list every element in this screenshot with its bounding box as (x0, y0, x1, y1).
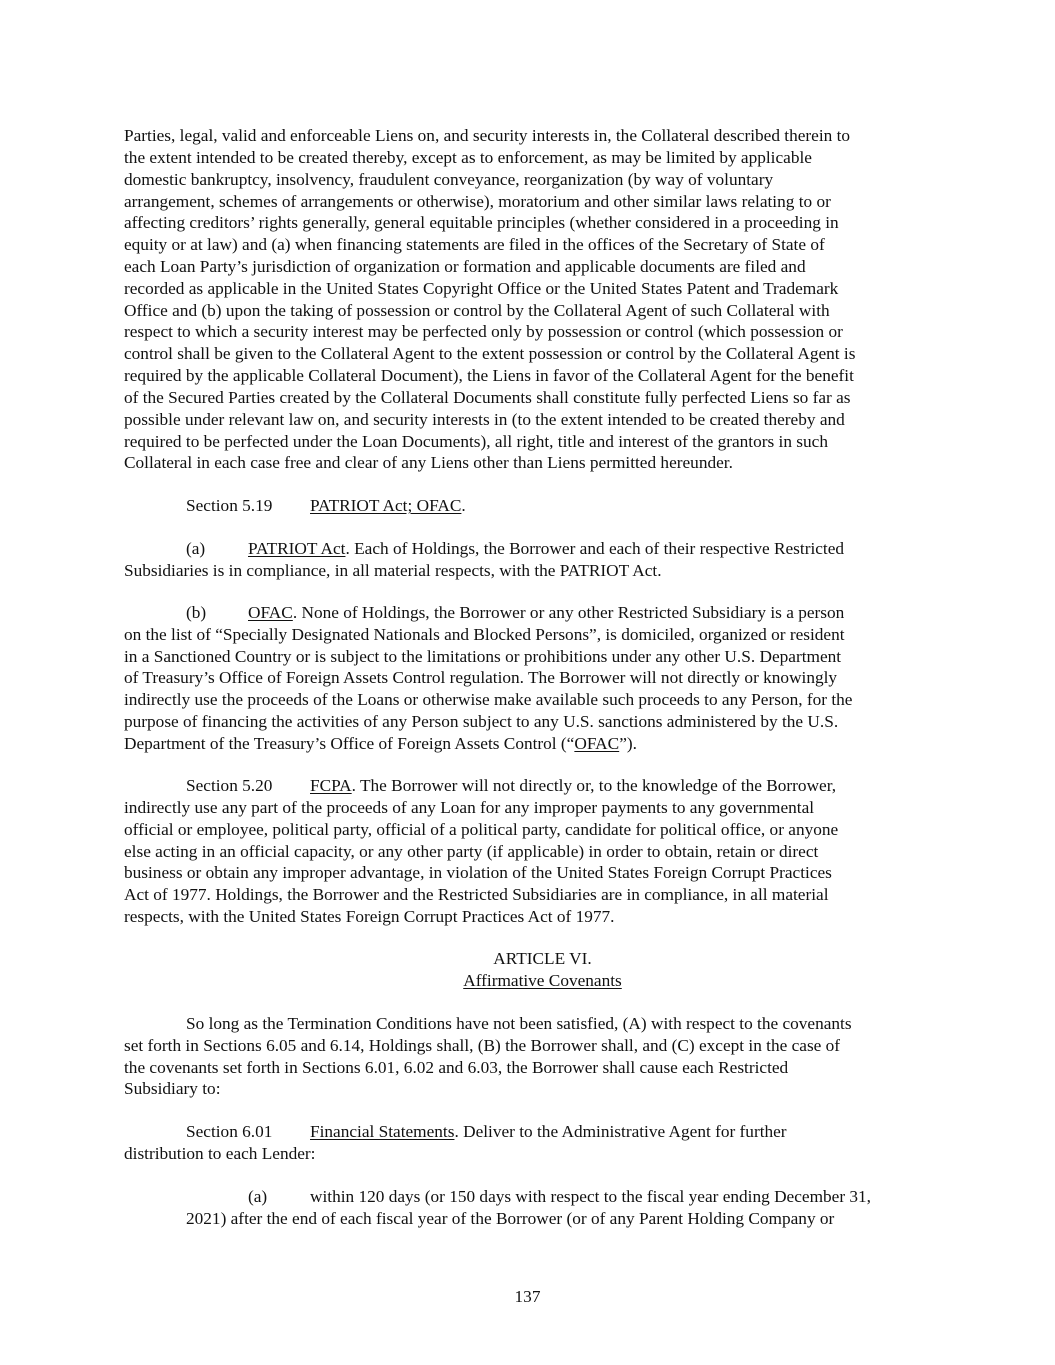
text-line: possible under relevant law on, and security interests in (to the extent intended to be created thereby and (124, 410, 845, 429)
text-line: control shall be given to the Collateral Agent to the extent possession or control by the Collateral Agent is (124, 344, 856, 363)
text-line: on the list of “Specially Designated Nationals and Blocked Persons”, is domiciled, organized or resident (124, 625, 845, 644)
section-title: Financial Statements (310, 1122, 455, 1141)
paragraph-first-line (186, 538, 844, 560)
text-line: respects, with the United States Foreign Corrupt Practices Act of 1977. (124, 907, 615, 926)
clause-label: (a) (186, 539, 206, 558)
text-line: of the Secured Parties created by the Collateral Documents shall constitute fully perfected Liens so far as (124, 388, 851, 407)
paragraph-first-line (248, 1186, 871, 1208)
page-number: 137 (514, 1287, 541, 1306)
text-line: domestic bankruptcy, insolvency, fraudulent conveyance, reorganization (by way of voluntary (124, 170, 774, 189)
section-text: . Deliver to the Administrative Agent for further (454, 1122, 787, 1141)
text-line: each Loan Party’s jurisdiction of organization or formation and applicable documents are filed and (124, 257, 806, 276)
text-line: Parties, legal, valid and enforceable Liens on, and security interests in, the Collateral described therein to (124, 126, 851, 145)
text-line: Act of 1977. Holdings, the Borrower and the Restricted Subsidiaries are in compliance, in all material (124, 885, 829, 904)
article-title-text: Affirmative Covenants (463, 971, 622, 990)
text-line: arrangement, schemes of arrangements or otherwise), moratorium and other similar laws relating to or (124, 192, 831, 211)
text-line: required by the applicable Collateral Document), the Liens in favor of the Collateral Agent for the benefit (124, 366, 854, 385)
section-title: PATRIOT Act; OFAC (310, 496, 462, 515)
text-line: business or obtain any improper advantage, in violation of the United States Foreign Corrupt Practices (124, 863, 832, 882)
text-line: indirectly use the proceeds of the Loans or otherwise make available such proceeds to any Person, for the (124, 690, 853, 709)
text-line: 2021) after the end of each fiscal year of the Borrower (or of any Parent Holding Company or (186, 1209, 835, 1228)
section-number: Section 5.20 (186, 776, 273, 795)
clause-text: . None of Holdings, the Borrower or any other Restricted Subsidiary is a person (292, 603, 845, 622)
text-line: purpose of financing the activities of any Person subject to any U.S. sanctions administered by the U.S. (124, 712, 839, 731)
text-line: else acting in an official capacity, or any other party (if applicable) in order to obtain, retain or direct (124, 842, 819, 861)
text-line: recorded as applicable in the United States Copyright Office or the United States Patent and Trademark (124, 279, 839, 298)
text-line: official or employee, political party, official of a political party, candidate for political office, or anyone (124, 820, 839, 839)
paragraph-first-line (186, 602, 844, 624)
text-line: equity or at law) and (a) when financing statements are filed in the offices of the Secretary of State of (124, 235, 825, 254)
text-line: the covenants set forth in Sections 6.01, 6.02 and 6.03, the Borrower shall cause each Restricted (124, 1058, 789, 1077)
text-line: indirectly use any part of the proceeds of any Loan for any improper payments to any governmental (124, 798, 815, 817)
text-line: respect to which a security interest may be perfected only by possession or control (which possession or (124, 322, 843, 341)
text-line-last (124, 733, 637, 755)
clause-title: PATRIOT Act (248, 539, 346, 558)
section-title-period: . (461, 496, 466, 515)
text-line: Collateral in each case free and clear of any Liens other than Liens permitted hereunder. (124, 453, 733, 472)
paragraph-first-line (186, 1121, 787, 1143)
text-line: Subsidiaries is in compliance, in all material respects, with the PATRIOT Act. (124, 561, 662, 580)
text-line: affecting creditors’ rights generally, general equitable principles (whether considered in a proceeding in (124, 213, 839, 232)
text-line: in a Sanctioned Country or is subject to the limitations or prohibitions under any other U.S. Department (124, 647, 842, 666)
section-title: FCPA (310, 776, 352, 795)
section-number: Section 6.01 (186, 1122, 273, 1141)
section-number: Section 5.19 (186, 496, 273, 515)
clause-label: (b) (186, 603, 207, 622)
section-text: . The Borrower will not directly or, to the knowledge of the Borrower, (351, 776, 837, 795)
paragraph-first-line (186, 775, 836, 797)
text-line: of Treasury’s Office of Foreign Assets Control regulation. The Borrower will not directly or knowingly (124, 668, 838, 687)
text-line: Office and (b) upon the taking of possession or control by the Collateral Agent of such Collateral with (124, 301, 830, 320)
article-number: ARTICLE VI. (493, 949, 592, 968)
text-line: the extent intended to be created thereby, except as to enforcement, as may be limited by applicable (124, 148, 812, 167)
text-segment: ”). (619, 734, 637, 753)
text-line: distribution to each Lender: (124, 1144, 316, 1163)
clause-label: (a) (248, 1187, 268, 1206)
text-line: So long as the Termination Conditions have not been satisfied, (A) with respect to the covenants (186, 1014, 852, 1033)
defined-term: OFAC (574, 734, 620, 753)
text-line: Subsidiary to: (124, 1079, 221, 1098)
section-5-19-heading (186, 495, 466, 517)
text-segment: Department of the Treasury’s Office of Foreign Assets Control (“ (124, 734, 575, 753)
clause-title: OFAC (248, 603, 293, 622)
text-line: required to be perfected under the Loan Documents), all right, title and interest of the grantors in such (124, 432, 828, 451)
text-line: set forth in Sections 6.05 and 6.14, Holdings shall, (B) the Borrower shall, and (C) except in the case of (124, 1036, 841, 1055)
clause-text: within 120 days (or 150 days with respect to the fiscal year ending December 31, (310, 1187, 871, 1206)
article-title (0, 970, 1055, 992)
clause-text: . Each of Holdings, the Borrower and each of their respective Restricted (345, 539, 845, 558)
